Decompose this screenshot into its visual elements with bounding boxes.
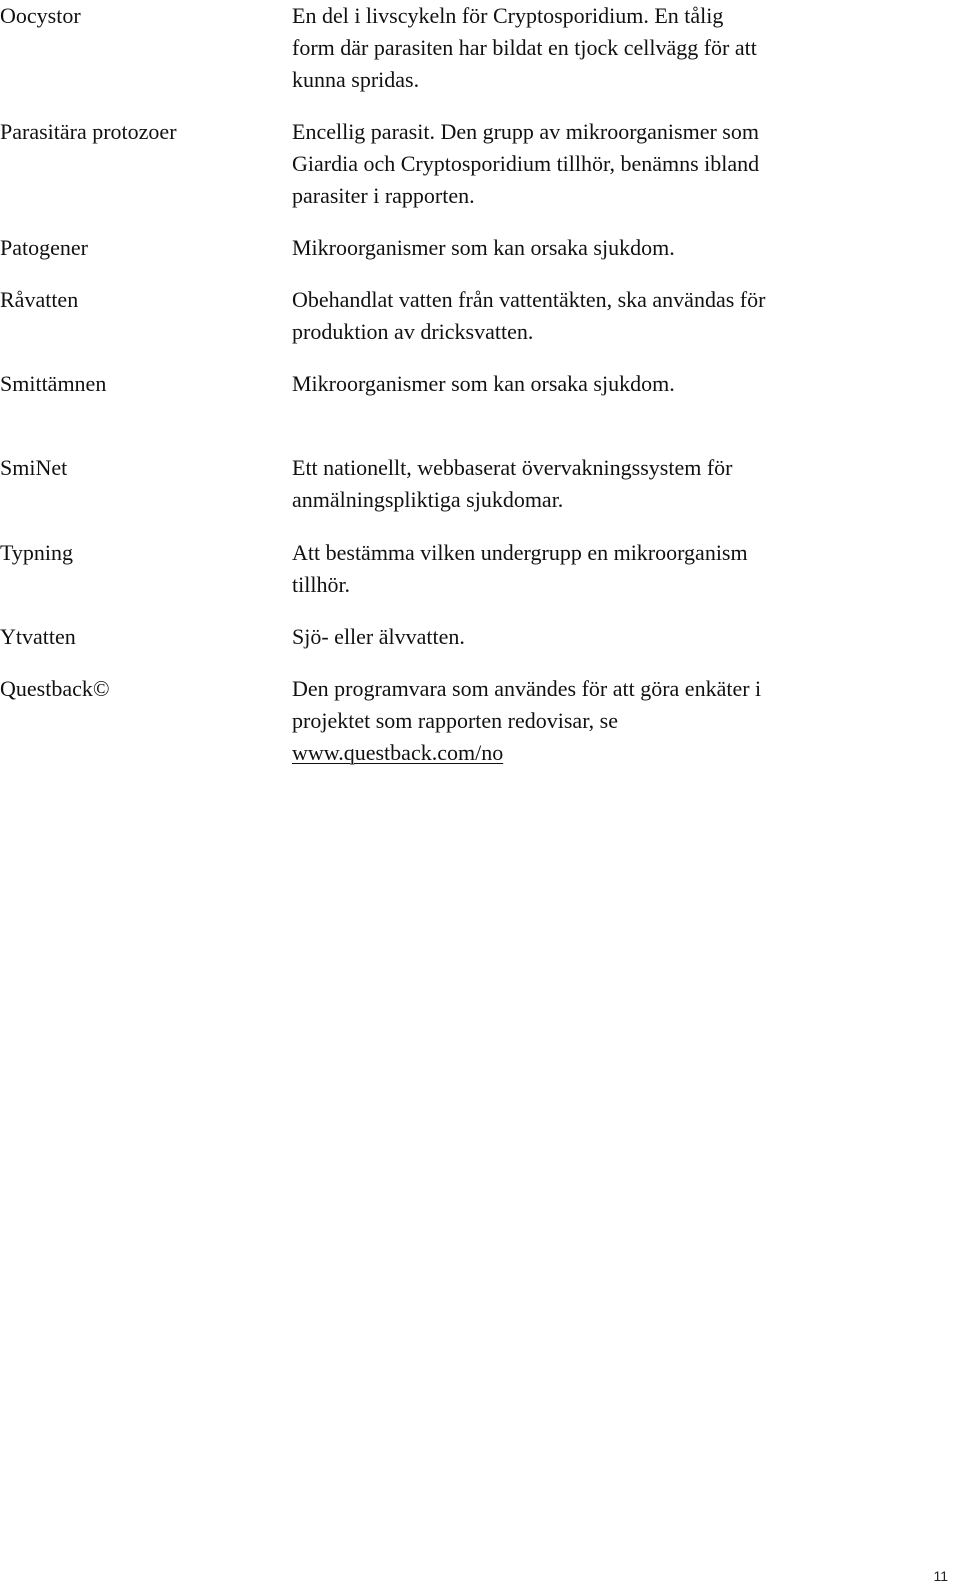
definition-line: Den programvara som användes för att göra enkäter i xyxy=(292,676,762,701)
glossary-definition xyxy=(292,368,852,400)
glossary-definition xyxy=(292,0,852,96)
glossary-definition xyxy=(292,673,852,769)
glossary-term: Råvatten xyxy=(0,287,79,312)
definition-line: Att bestämma vilken undergrupp en mikroorganism xyxy=(292,540,748,565)
glossary-definition xyxy=(292,621,852,653)
definition-line: kunna spridas. xyxy=(292,67,420,92)
page-number: 11 xyxy=(933,1568,948,1584)
definition-line: Mikroorganismer som kan orsaka sjukdom. xyxy=(292,235,675,260)
definition-line: anmälningspliktiga sjukdomar. xyxy=(292,487,564,512)
definition-line: Obehandlat vatten från vattentäkten, ska användas för xyxy=(292,287,766,312)
glossary-definition xyxy=(292,284,852,348)
glossary-term: Parasitära protozoer xyxy=(0,119,177,144)
definition-line: En del i livscykeln för Cryptosporidium. En tålig xyxy=(292,3,724,28)
definition-line: tillhör. xyxy=(292,572,351,597)
glossary-term: Patogener xyxy=(0,235,88,260)
definition-line: Giardia och Cryptosporidium tillhör, benämns ibland xyxy=(292,151,760,176)
definition-line: Ett nationellt, webbaserat övervakningssystem för xyxy=(292,455,733,480)
definition-line: Mikroorganismer som kan orsaka sjukdom. xyxy=(292,371,675,396)
questback-link[interactable]: www.questback.com/no xyxy=(292,740,504,765)
glossary-term: Questback© xyxy=(0,676,110,701)
definition-line: form där parasiten har bildat en tjock cellvägg för att xyxy=(292,35,757,60)
glossary-definition xyxy=(292,452,852,516)
glossary-term: Smittämnen xyxy=(0,371,107,396)
glossary-definition xyxy=(292,232,852,264)
glossary-definition xyxy=(292,537,852,601)
glossary-term: Typning xyxy=(0,540,74,565)
definition-line: projektet som rapporten redovisar, se xyxy=(292,708,618,733)
glossary-term: Oocystor xyxy=(0,3,81,28)
definition-line: parasiter i rapporten. xyxy=(292,183,475,208)
glossary-term: SmiNet xyxy=(0,455,68,480)
definition-line: Encellig parasit. Den grupp av mikroorganismer som xyxy=(292,119,759,144)
definition-line: Sjö- eller älvvatten. xyxy=(292,624,465,649)
glossary-definition xyxy=(292,116,852,212)
glossary-term: Ytvatten xyxy=(0,624,76,649)
definition-line: produktion av dricksvatten. xyxy=(292,319,534,344)
